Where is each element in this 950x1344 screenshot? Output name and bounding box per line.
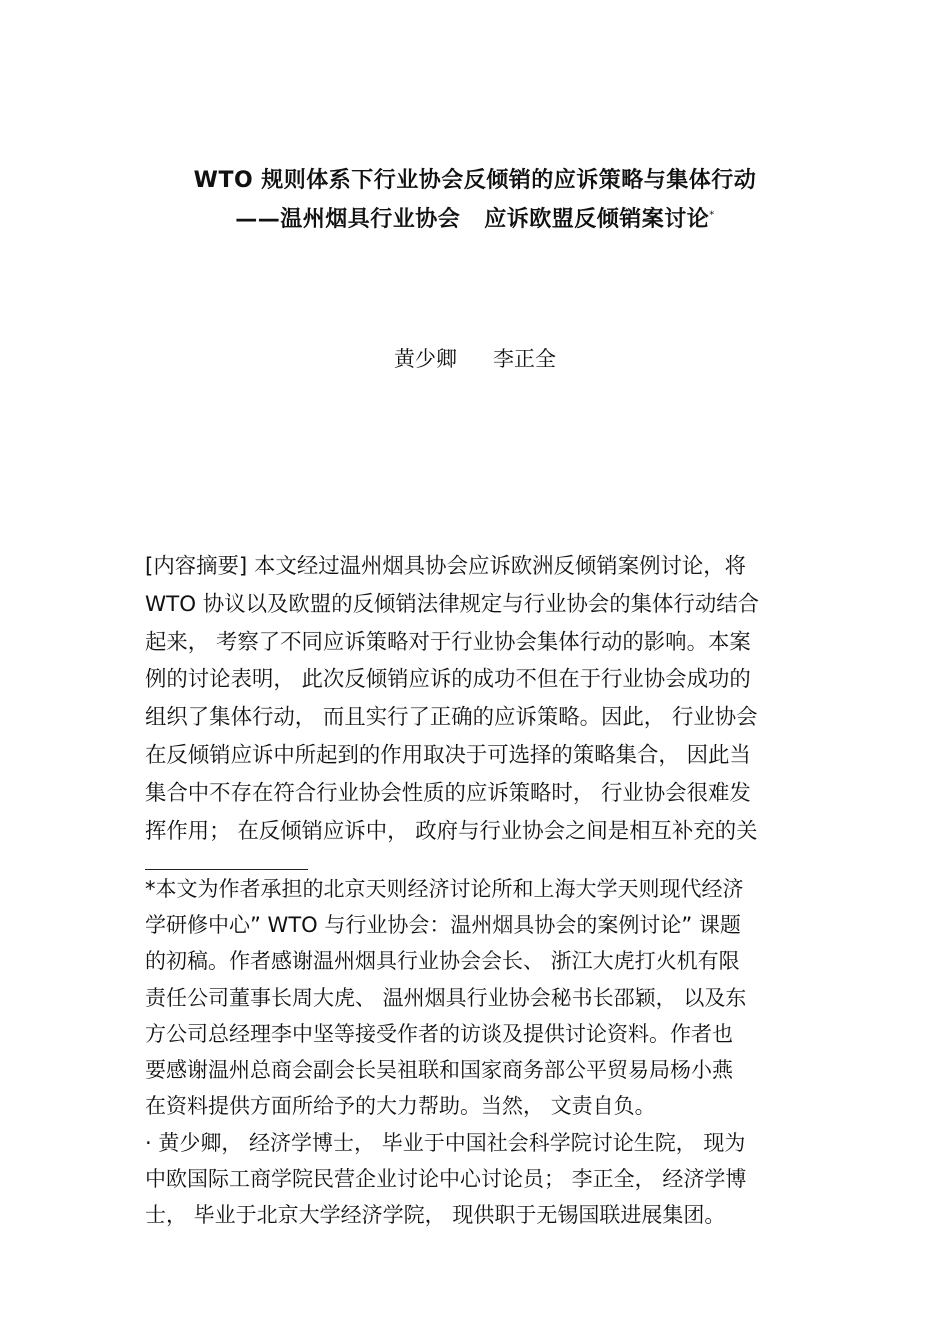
footnote-line: 学研修中心” WTO 与行业协会：温州烟具协会的案例讨论” 课题 <box>145 913 741 938</box>
footnote-line: 要感谢温州总商会副会长吴祖联和国家商务部公平贸易局杨小燕 <box>145 1057 733 1082</box>
abstract-line: 起来， 考察了不同应诉策略对于行业协会集体行动的影响。本案 <box>145 629 751 655</box>
abstract-line: 组织了集体行动， 而且实行了正确的应诉策略。因此， 行业协会 <box>145 705 758 731</box>
footnote-line: 的初稿。作者感谢温州烟具行业协会会长、 浙江大虎打火机有限 <box>145 949 740 974</box>
footnote-line: 士， 毕业于北京大学经济学院， 现供职于无锡国联进展集团。 <box>145 1203 726 1228</box>
abstract-line: WTO 协议以及欧盟的反倾销法律规定与行业协会的集体行动结合 <box>145 591 760 617</box>
title-line-2 <box>0 202 950 233</box>
footnote-line: 在资料提供方面所给予的大力帮助。当然， 文责自负。 <box>145 1094 656 1119</box>
footnote-line: · 黄少卿， 经济学博士， 毕业于中国社会科学院讨论生院， 现为 <box>145 1131 746 1155</box>
abstract-line: 集合中不存在符合行业协会性质的应诉策略时， 行业协会很难发 <box>145 780 751 806</box>
abstract-line: 在反倾销应诉中所起到的作用取决于可选择的策略集合， 因此当 <box>145 742 751 768</box>
abstract-line: [内容摘要] 本文经过温州烟具协会应诉欧洲反倾销案例讨论，将 <box>145 554 747 579</box>
abstract <box>145 548 810 850</box>
abstract-line: 挥作用； 在反倾销应诉中， 政府与行业协会之间是相互补充的关 <box>145 818 758 844</box>
footnote-2 <box>145 1125 810 1234</box>
abstract-line: 例的讨论表明， 此次反倾销应诉的成功不但在于行业协会成功的 <box>145 667 751 693</box>
title-line-2-part-a: ——温州烟具行业协会 <box>235 207 461 232</box>
footnote-line: 方公司总经理李中坚等接受作者的访谈及提供讨论资料。作者也 <box>145 1021 733 1046</box>
author-2: 李正全 <box>493 347 556 371</box>
footnote-line: 中欧国际工商学院民营企业讨论中心讨论员； 李正全， 经济学博 <box>145 1167 747 1192</box>
footnote-line: 责任公司董事长周大虎、 温州烟具行业协会秘书长邵颖， 以及东 <box>145 985 747 1010</box>
footnote-line: *本文为作者承担的北京天则经济讨论所和上海大学天则现代经济 <box>145 877 744 901</box>
title-line-2-part-b: 应诉欧盟反倾销案讨论 <box>484 207 710 232</box>
footnote-separator <box>145 869 308 870</box>
title-footnote-mark: * <box>709 209 715 221</box>
title-line-1: WTO 规则体系下行业协会反倾销的应诉策略与集体行动 <box>193 168 757 193</box>
authors <box>0 343 950 373</box>
footnote-1 <box>145 871 810 1124</box>
author-1: 黄少卿 <box>394 347 457 371</box>
